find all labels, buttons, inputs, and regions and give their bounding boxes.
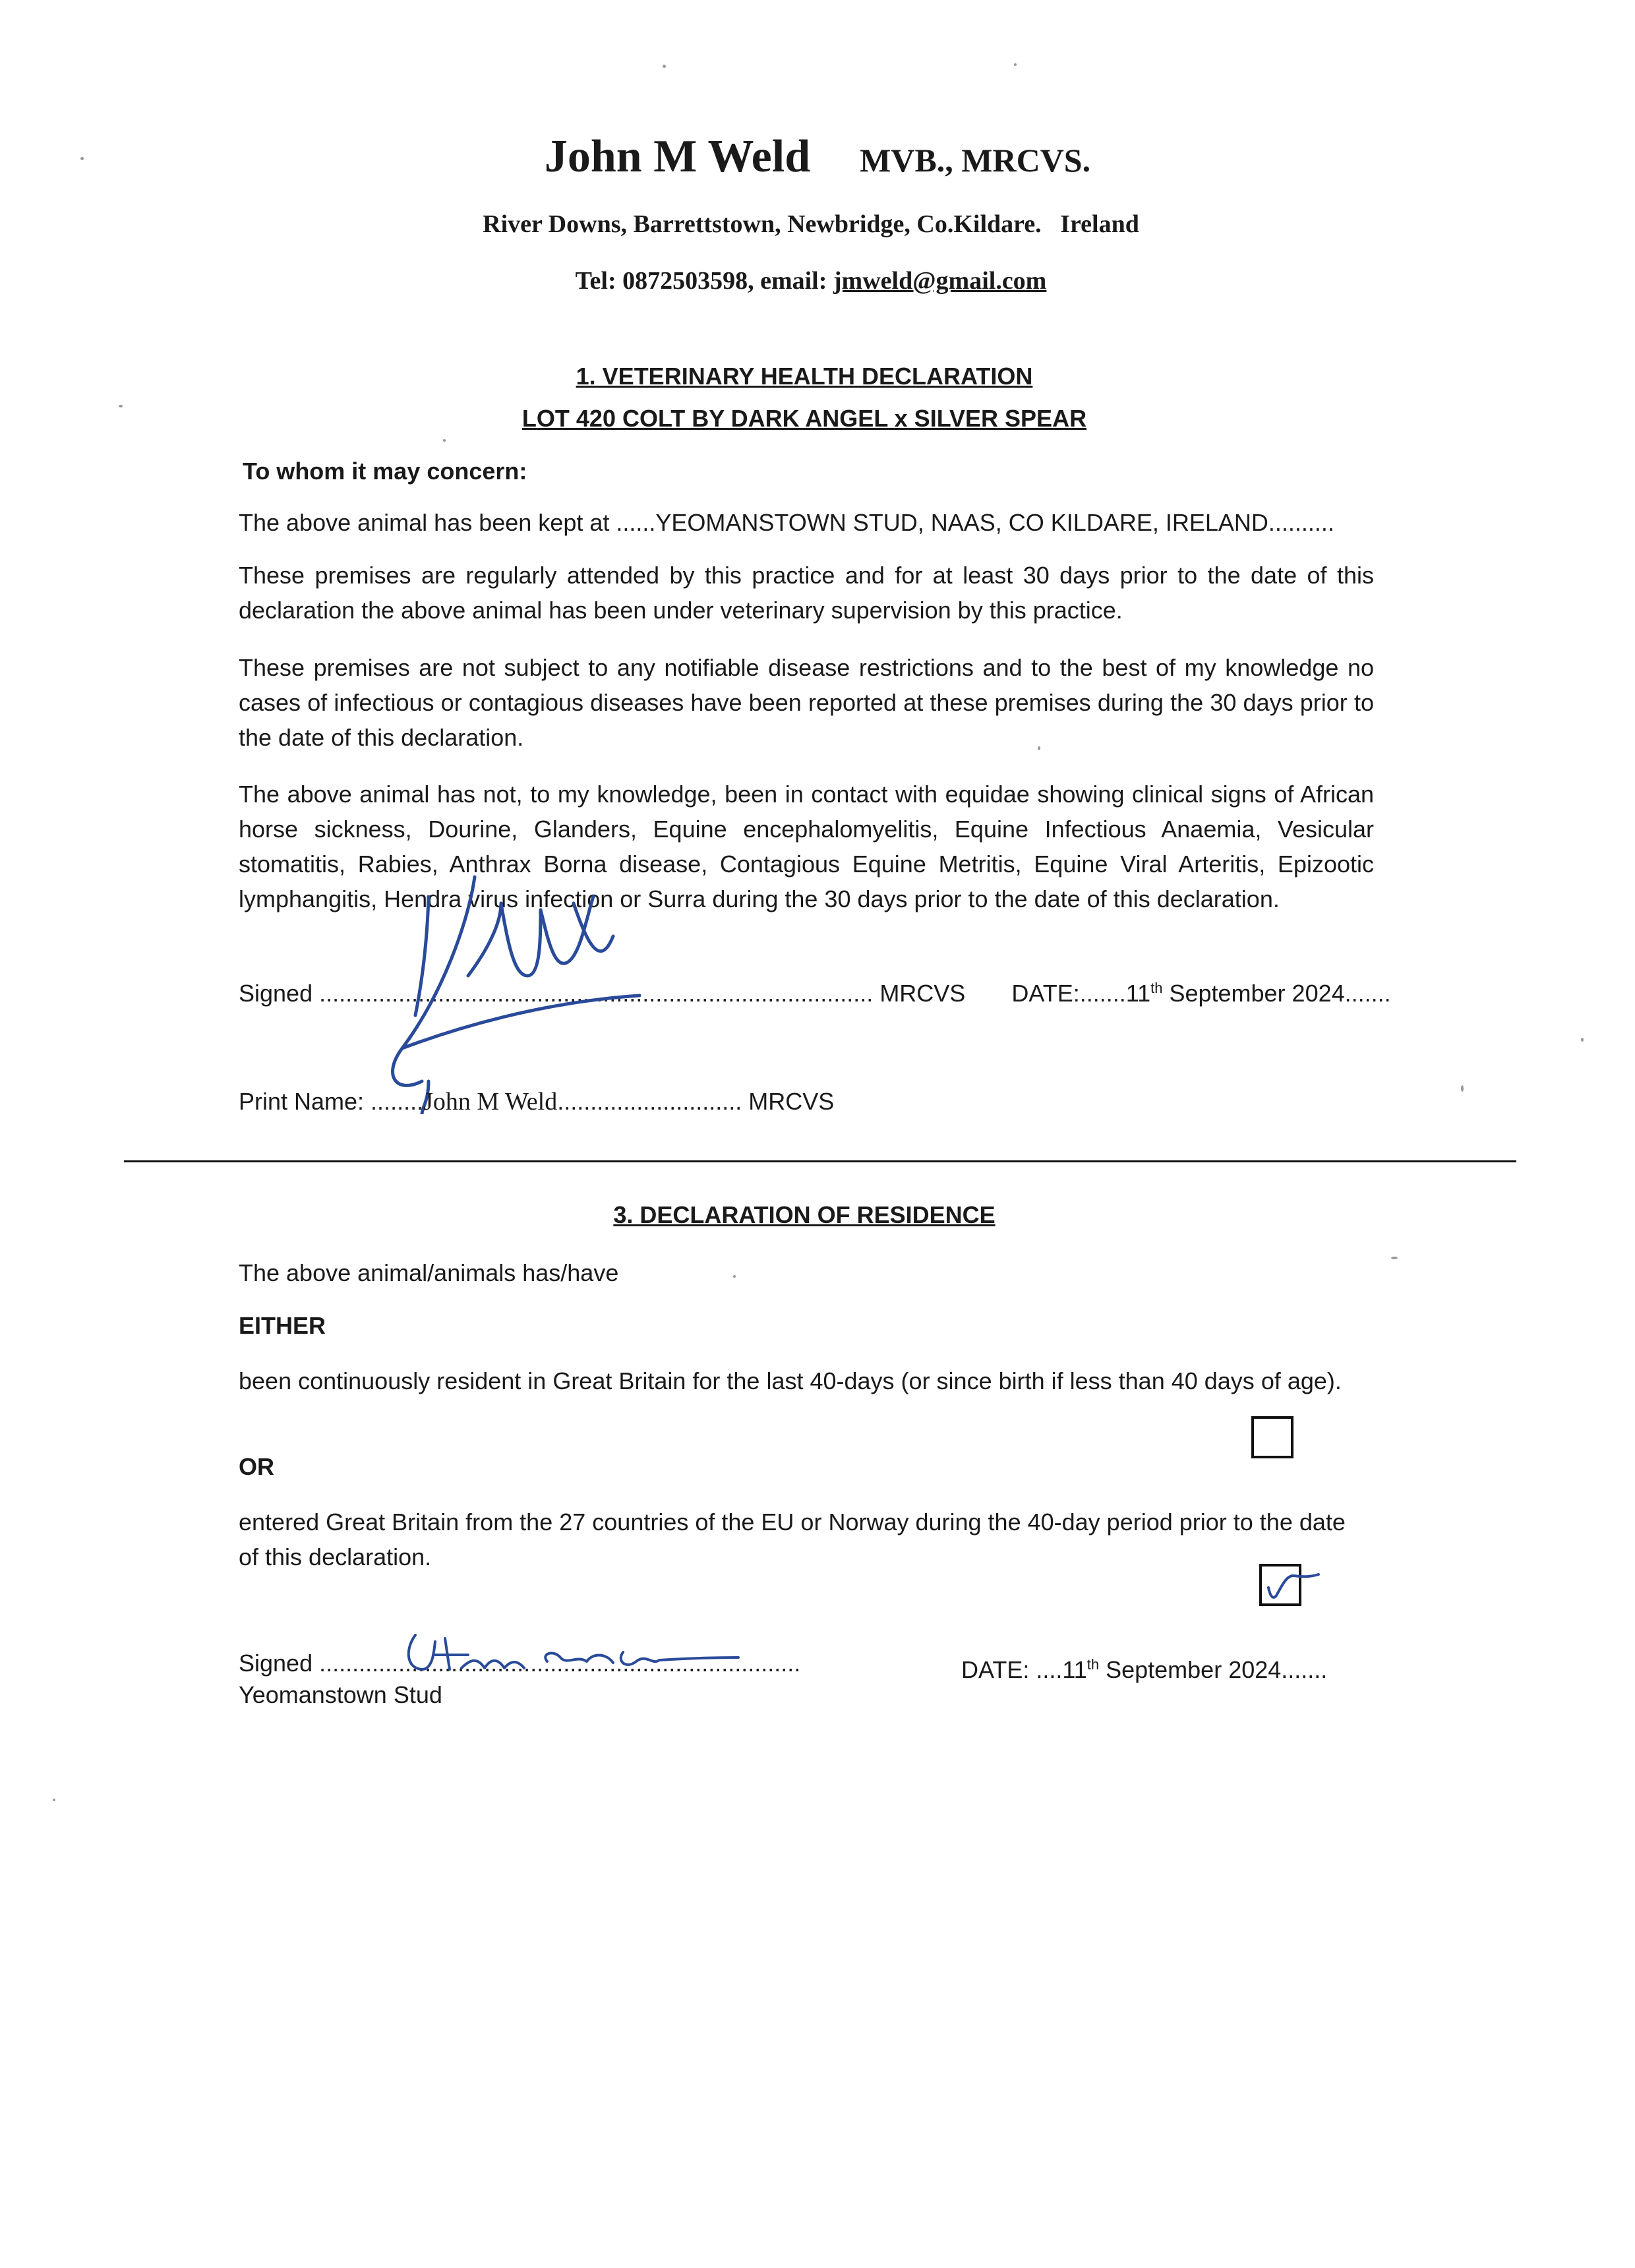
scan-speck [80, 157, 84, 160]
scan-speck [1581, 1038, 1584, 1042]
letterhead-heading [0, 131, 1635, 183]
option2-checkbox[interactable] [1259, 1564, 1301, 1606]
scan-speck [1038, 746, 1040, 750]
signed-label: Signed [239, 980, 313, 1007]
paragraph-contact-diseases: The above animal has not, to my knowledge, been in contact with equidae showing clinical signs of African horse sickness, Dourine, Glanders, Equine encephalomyelitis, Equine Infectious Anaemia, Vesicular stomatitis, Rabies, Anthrax Borna disease, Contagious Equine Metritis, Equine Viral Arteritis, Epizootic lymphangitis, Hendra virus infection or Surra during the 30 days prior to the date of this declaration. [239, 781, 1374, 912]
vet-handwritten-signature [376, 864, 692, 1114]
scan-speck [119, 405, 123, 407]
scan-speck [733, 1275, 736, 1278]
print-name-line [239, 1084, 834, 1119]
contact-line [0, 266, 1622, 295]
stud-name: Yeomanstown Stud [239, 1681, 442, 1708]
email-link[interactable]: jmweld@gmail.com [833, 267, 1047, 295]
section3-title: 3. DECLARATION OF RESIDENCE [613, 1201, 996, 1228]
paragraph-restrictions: These premises are not subject to any notifiable disease restrictions and to the best of my knowledge no cases of infectious or contagious diseases have been reported at these premises during the 30 days prior to the date of this declaration. [239, 654, 1374, 751]
paragraph-supervision: These premises are regularly attended by this practice and for at least 30 days prior to the date of this declaration the above animal has been under veterinary supervision by this practice. [239, 562, 1374, 624]
practitioner-qualifications: MVB., MRCVS. [860, 142, 1091, 179]
signature-dots: .................................................................................... [319, 980, 874, 1007]
practitioner-name: John M Weld [544, 131, 811, 182]
residence-intro: The above animal/animals has/have [239, 1259, 619, 1286]
signed-label-2: Signed [239, 1650, 313, 1677]
option-entered-from-eu: entered Great Britain from the 27 countries of the EU or Norway during the 40-day period prior to the date of this declaration. [239, 1508, 1346, 1570]
practice-address: River Downs, Barrettstown, Newbridge, Co.Kildare. Ireland [483, 210, 1139, 238]
email-label: email: [760, 267, 827, 295]
scan-speck [1014, 63, 1017, 66]
print-name-mrcvs: MRCVS [742, 1088, 835, 1115]
kept-at-line [239, 505, 1334, 540]
print-name-dots: ............................ [557, 1088, 742, 1115]
signature-dots-2: ......................................................................... [319, 1650, 801, 1677]
kept-at-value: YEOMANSTOWN STUD, NAAS, CO KILDARE, IRELAND.......... [655, 509, 1334, 536]
scan-speck [1391, 1257, 1398, 1259]
scan-speck [663, 65, 666, 68]
option1-checkbox[interactable] [1251, 1416, 1293, 1458]
or-label: OR [239, 1453, 274, 1480]
checkmark-icon [1259, 1557, 1338, 1610]
print-name-label: Print Name: ........ [239, 1088, 424, 1115]
tel-label: Tel: [575, 267, 616, 295]
scan-speck [443, 439, 446, 442]
telephone-number: 0872503598, [622, 267, 754, 295]
mrcvs-label: MRCVS [879, 980, 966, 1007]
salutation: To whom it may concern: [243, 458, 527, 485]
kept-at-label: The above animal has been kept at ...... [239, 509, 656, 536]
stud-date: DATE: ....11th September 2024....... [961, 1656, 1328, 1683]
stud-handwritten-signature [396, 1628, 765, 1688]
option-continuous-residence: been continuously resident in Great Britain for the last 40-days (or since birth if less than 40 days of age). [239, 1367, 1342, 1394]
lot-description: LOT 420 COLT BY DARK ANGEL x SILVER SPEAR [521, 405, 1087, 432]
scan-speck [1461, 1085, 1464, 1092]
scan-speck [53, 1799, 55, 1801]
section-divider [124, 1160, 1516, 1162]
section1-title: 1. VETERINARY HEALTH DECLARATION [576, 363, 1033, 390]
print-name-value: John M Weld [423, 1088, 558, 1116]
vet-date: DATE:.......11th September 2024....... [1011, 980, 1391, 1007]
either-label: EITHER [239, 1312, 326, 1339]
